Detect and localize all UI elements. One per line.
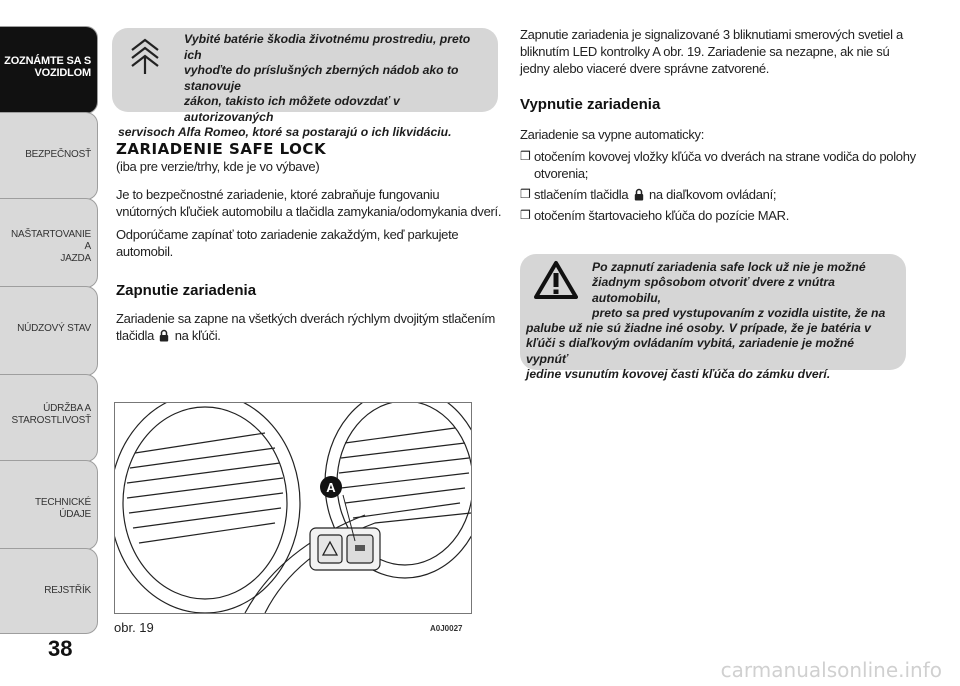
tab-zoznamte-sa-s-vozidlom[interactable] [0,26,98,114]
tab-label: ZOZNÁMTE SA S VOZIDLOM [4,55,91,79]
recycle-note-box [112,28,498,139]
tab-label: TECHNICKÉ ÚDAJE [35,497,91,520]
tab-label: ÚDRŽBA A STAROSTLIVOSŤ [11,403,91,426]
section-title: ZARIADENIE SAFE LOCK [116,140,327,158]
list-item-text: otočením kovovej vložky kľúča vo dverách na strane vodiča do polohy otvorenia; [534,149,916,181]
warning-note-box [520,254,906,382]
tab-label: NAŠTARTOVANIE A JAZDA [10,229,91,264]
watermark: carmanualsonline.info [720,658,942,682]
deactivation-list [520,148,920,228]
section-subtitle: (iba pre verzie/trhy, kde je vo výbave) [116,159,320,174]
figure-label-a: A [326,480,336,495]
tab-rejstrik[interactable] [0,548,98,634]
warning-line: palube už nie sú žiadne iné osoby. V prípade, že je batéria v [526,321,871,336]
figure-door-panel [114,402,472,614]
list-item [520,207,920,224]
section-paragraph-1: Je to bezpečnostné zariadenie, ktoré zabraňuje fungovaniu vnútorných kľučiek automobilu a tlačidla zamykania/odomykania dverí. [116,187,502,219]
tab-technicke-udaje[interactable] [0,460,98,550]
activation-paragraph [116,310,502,344]
lock-icon [634,188,644,201]
page-number: 38 [48,636,73,661]
door-panel-illustration [115,403,471,613]
activation-heading: Zapnutie zariadenia [116,282,257,299]
note-line: Vybité batérie škodia životnému prostrediu, preto ich [184,32,471,62]
note-line: zákon, takisto ich môžete odovzdať v autorizovaných [184,94,400,124]
note-line: servisoch Alfa Romeo, ktoré sa postarajú o ich likvidáciu. [118,125,452,139]
activation-text-after: na kľúči. [174,328,221,343]
deactivation-lead: Zariadenie sa vypne automaticky: [520,127,705,142]
warning-line: preto sa pred vystupovaním z vozidla uistite, že na [592,305,886,320]
warning-line: jedine vsunutím kovovej časti kľúča do zámku dverí. [526,367,831,382]
tab-bezpecnost[interactable] [0,112,98,200]
activation-signal-paragraph: Zapnutie zariadenia je signalizované 3 bliknutiami smerových svetiel a bliknutím LED kontrolky A obr. 19. Zariadenie sa nezapne, ak nie sú jedny alebo viaceré dvere správne zatvorené. [520,27,903,76]
list-item-text: stlačením tlačidla [534,187,629,202]
lock-icon [159,329,169,342]
list-item [520,148,920,182]
recycle-note-text [112,32,488,141]
figure-caption: obr. 19 [114,620,154,635]
activation-text: Zariadenie sa zapne na všetkých dverách rýchlym dvojitým stlačením tlačidla [116,311,496,343]
tab-label: REJSTŘÍK [44,585,91,596]
tab-label: BEZPEČNOSŤ [25,149,91,160]
warning-line: kľúči s diaľkovým ovládaním vybitá, zariadenie je možné vypnúť [526,336,855,366]
list-item-text-after: na diaľkovom ovládaní; [648,187,777,202]
note-line: vyhoďte do príslušných zberných nádob ako to stanovuje [184,63,459,93]
warning-line: žiadnym spôsobom otvoriť dvere z vnútra automobilu, [592,275,835,305]
deactivation-heading: Vypnutie zariadenia [520,96,661,113]
bullet: ❒ [520,149,531,163]
section-paragraph-2: Odporúčame zapínať toto zariadenie zakaždým, keď parkujete automobil. [116,227,459,259]
tab-udrzba-a-starostlivost[interactable] [0,374,98,462]
list-item-text: otočením štartovacieho kľúča do pozície MAR. [534,208,790,223]
tab-nudzovy-stav[interactable] [0,286,98,376]
warning-line: Po zapnutí zariadenia safe lock už nie je možné [592,260,866,274]
chapter-sidebar [0,0,102,686]
tab-label: NÚDZOVÝ STAV [17,323,91,334]
list-item [520,186,920,203]
bullet: ❒ [520,187,531,201]
warning-text [520,260,896,382]
bullet: ❒ [520,208,531,222]
figure-code: A0J0027 [430,624,463,633]
tab-nastartovanie-a-jazda[interactable] [0,198,98,288]
